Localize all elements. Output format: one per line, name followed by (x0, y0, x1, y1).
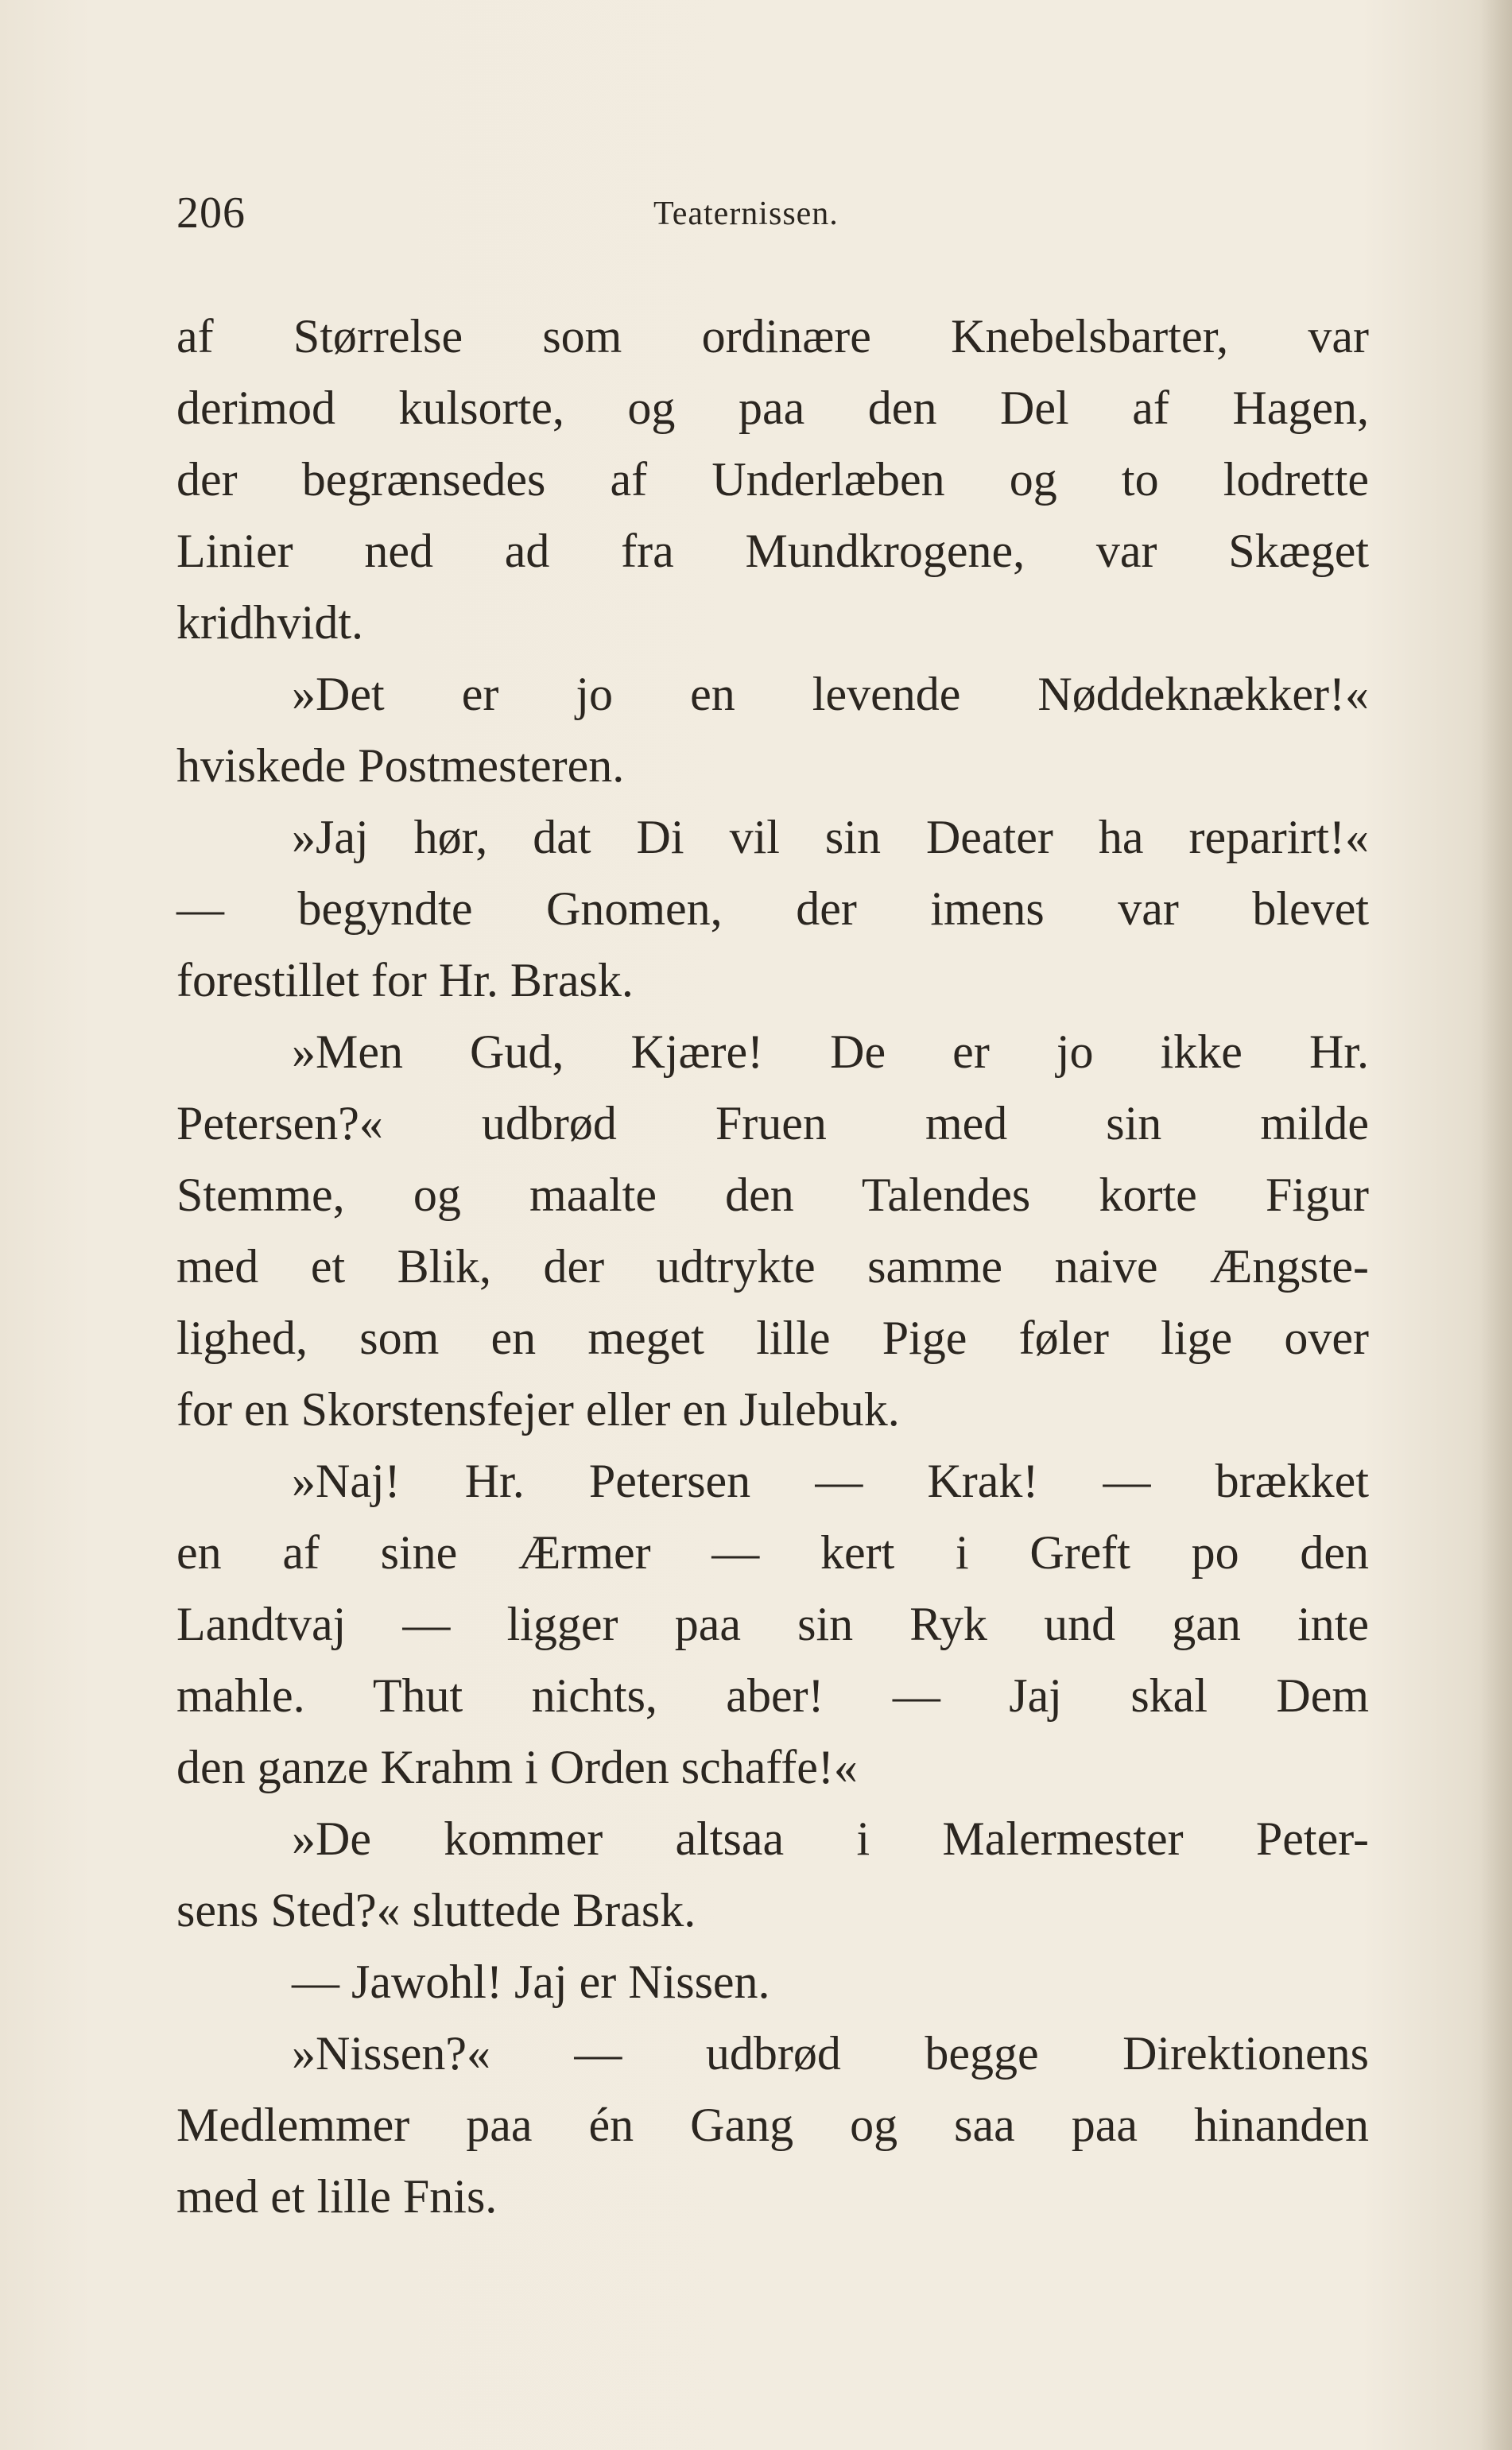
text-line: lighed, som en meget lille Pige føler lige over (176, 1312, 1369, 1364)
running-title: Teaternissen. (653, 196, 839, 232)
page-number: 206 (176, 188, 246, 238)
text-line: »Nissen?« — udbrød begge Direktionens (292, 2027, 1369, 2080)
text-line: Stemme, og maalte den Talendes korte Figur (176, 1169, 1369, 1221)
text-line: der begrænsedes af Underlæben og to lodrette (176, 453, 1369, 506)
text-line: kridhvidt. (176, 596, 363, 649)
text-line: en af sine Ærmer — kert i Greft po den (176, 1526, 1369, 1579)
page-header (176, 181, 1377, 245)
text-line: — begyndte Gnomen, der imens var blevet (176, 882, 1369, 935)
text-line: den ganze Krahm i Orden schaffe!« (176, 1741, 858, 1793)
text-line: med et lille Fnis. (176, 2170, 498, 2223)
text-line: for en Skorstensfejer eller en Julebuk. (176, 1383, 900, 1436)
text-line: »Naj! Hr. Petersen — Krak! — brækket (292, 1455, 1369, 1507)
page-edge-shadow (1480, 0, 1512, 2450)
text-line: Medlemmer paa én Gang og saa paa hinanden (176, 2099, 1369, 2151)
text-line: Petersen?« udbrød Fruen med sin milde (176, 1097, 1369, 1149)
text-line: Landtvaj — ligger paa sin Ryk und gan inte (176, 1598, 1369, 1650)
text-line: »De kommer altsaa i Malermester Peter- (292, 1812, 1369, 1865)
text-line: sens Sted?« sluttede Brask. (176, 1884, 696, 1936)
text-line: forestillet for Hr. Brask. (176, 954, 634, 1006)
text-line: hviskede Postmesteren. (176, 739, 625, 792)
text-line: mahle. Thut nichts, aber! — Jaj skal Dem (176, 1669, 1369, 1722)
text-line: — Jawohl! Jaj er Nissen. (292, 1956, 770, 2008)
body-text (176, 300, 1369, 2232)
text-line: med et Blik, der udtrykte samme naive Ængste- (176, 1240, 1369, 1293)
text-line: »Men Gud, Kjære! De er jo ikke Hr. (292, 1025, 1369, 1078)
text-line: »Det er jo en levende Nøddeknækker!« (292, 668, 1369, 720)
text-line: »Jaj hør, dat Di vil sin Deater ha reparirt!« (292, 811, 1369, 863)
text-line: Linier ned ad fra Mundkrogene, var Skæget (176, 525, 1369, 577)
text-line: af Størrelse som ordinære Knebelsbarter, var (176, 310, 1369, 362)
text-line: derimod kulsorte, og paa den Del af Hagen, (176, 382, 1369, 434)
